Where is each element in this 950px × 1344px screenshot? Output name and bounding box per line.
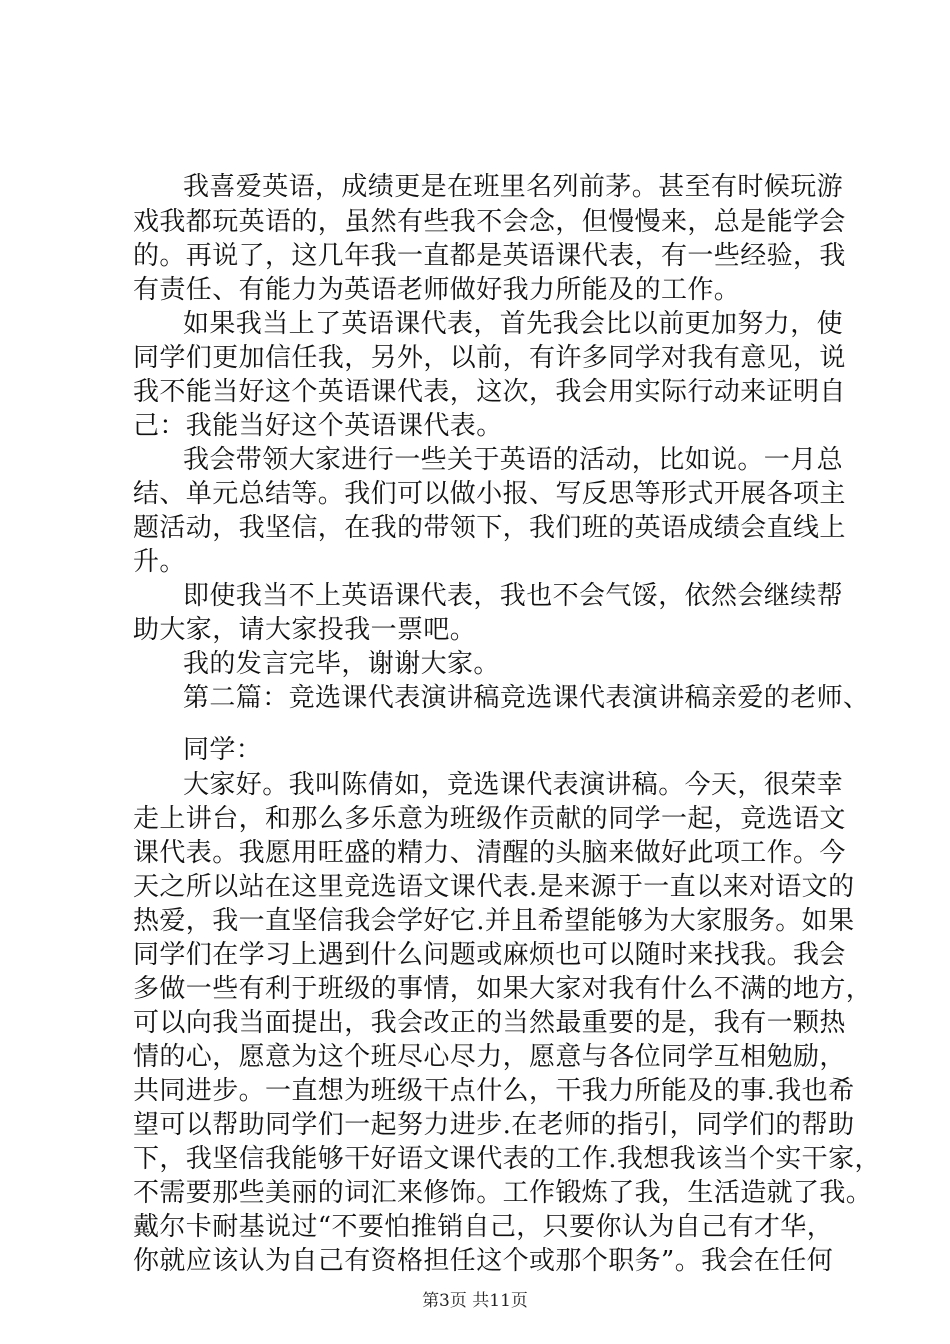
text-line: 己：我能当好这个英语课代表。 [133,411,503,441]
text-line: 如果我当上了英语课代表，首先我会比以前更加努力，使 [183,309,844,339]
text-line: 共同进步。一直想为班级干点什么，干我力所能及的事.我也希 [133,1076,855,1106]
text-line: 助大家，请大家投我一票吧。 [133,615,477,645]
text-line: 的。再说了，这几年我一直都是英语课代表，有一些经验，我 [133,241,846,271]
page-number: 第3页 共11页 [422,1291,528,1311]
text-line: 戴尔卡耐基说过“不要怕推销自己，只要你认为自己有才华， [133,1212,834,1242]
text-line: 我会带领大家进行一些关于英语的活动，比如说。一月总 [183,445,844,475]
text-line: 我的发言完毕，谢谢大家。 [183,649,500,679]
text-line: 同学们更加信任我，另外，以前，有许多同学对我有意见，说 [133,343,846,373]
text-line: 情的心，愿意为这个班尽心尽力，愿意与各位同学互相勉励， [133,1042,846,1072]
text-line: 我喜爱英语，成绩更是在班里名列前茅。甚至有时候玩游 [183,172,844,202]
text-line: 同学们在学习上遇到什么问题或麻烦也可以随时来找我。我会 [133,940,846,970]
text-line: 我不能当好这个英语课代表，这次，我会用实际行动来证明自 [133,377,846,407]
text-line: 有责任、有能力为英语老师做好我力所能及的工作。 [133,275,741,305]
text-line: 戏我都玩英语的，虽然有些我不会念，但慢慢来，总是能学会 [133,207,846,237]
text-line: 下，我坚信我能够干好语文课代表的工作.我想我该当个实干家， [133,1144,881,1174]
text-line: 大家好。我叫陈倩如，竞选课代表演讲稿。今天，很荣幸 [183,770,844,800]
text-line: 多做一些有利于班级的事情，如果大家对我有什么不满的地方， [133,974,873,1004]
text-line: 热爱，我一直坚信我会学好它.并且希望能够为大家服务。如果 [133,906,855,936]
text-line: 不需要那些美丽的词汇来修饰。工作锻炼了我，生活造就了我。 [133,1178,873,1208]
text-line: 你就应该认为自己有资格担任这个或那个职务”。我会在任何 [133,1246,834,1276]
text-line: 走上讲台，和那么多乐意为班级作贡献的同学一起，竞选语文 [133,804,846,834]
text-line: 结、单元总结等。我们可以做小报、写反思等形式开展各项主 [133,479,846,509]
text-line: 天之所以站在这里竞选语文课代表.是来源于一直以来对语文的 [133,872,855,902]
text-line: 望可以帮助同学们一起努力进步.在老师的指引，同学们的帮助 [133,1110,855,1140]
text-line: 同学： [183,735,263,765]
text-line: 题活动，我坚信，在我的带领下，我们班的英语成绩会直线上 [133,513,846,543]
text-line: 升。 [133,547,186,577]
section-heading: 第二篇：竞选课代表演讲稿竞选课代表演讲稿亲爱的老师、 [183,683,870,713]
text-line: 可以向我当面提出，我会改正的当然最重要的是，我有一颗热 [133,1008,846,1038]
text-line: 课代表。我愿用旺盛的精力、清醒的头脑来做好此项工作。今 [133,838,846,868]
text-line: 即使我当不上英语课代表，我也不会气馁，依然会继续帮 [183,581,844,611]
